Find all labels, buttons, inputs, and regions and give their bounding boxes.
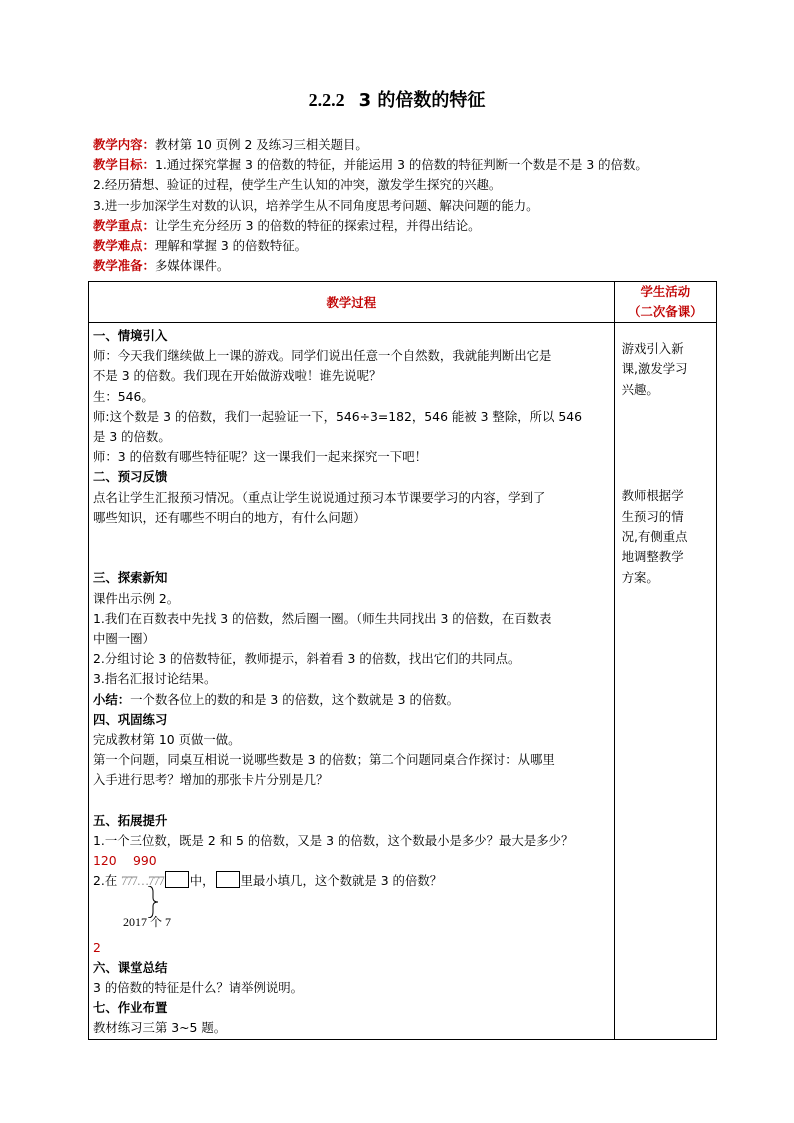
text-line: 课件出示例 2。	[93, 590, 180, 606]
page-title	[0, 86, 794, 112]
text-line: 第一个问题，同桌互相说一说哪些数是 3 的倍数；第二个问题同桌合作探讨：从哪里	[93, 752, 555, 768]
section-heading: 五、拓展提升	[93, 812, 168, 828]
text-line: 3 的倍数的特征是什么？请举例说明。	[93, 980, 304, 996]
lesson-table	[88, 281, 717, 1040]
text-line: 点名让学生汇报预习情况。（重点让学生说说通过预习本节课要学习的内容，学到了	[93, 489, 546, 505]
section-heading: 一、情境引入	[93, 328, 168, 343]
side-note-1: 游戏引入新 课,激发学习 兴趣。	[621, 341, 688, 397]
title-text: 3 的倍数的特征	[358, 90, 486, 111]
meta-goal-3: 3.进一步加深学生对数的认识，培养学生从不同角度思考问题、解决问题的能力。	[93, 197, 539, 213]
text-line: 3.指名汇报讨论结果。	[93, 671, 217, 687]
text-line: 1.我们在百数表中先找 3 的倍数，然后圈一圈。（师生共同找出 3 的倍数，在百数表	[93, 610, 552, 626]
side-note-2: 教师根据学 生预习的情 况,有侧重点 地调整教学 方案。	[621, 488, 688, 585]
question-line: 2.在 777…777 中， 里最小填几，这个数就是 3 的倍数？	[93, 873, 443, 889]
meta-difficulty: 教学难点：理解和掌握 3 的倍数特征。	[93, 238, 308, 254]
text-line: 师:这个数是 3 的倍数，我们一起验证一下，546÷3=182，546 能被 3 整除，所以 546	[93, 408, 582, 424]
text-line: 完成教材第 10 页做一做。	[93, 732, 241, 748]
student-activity	[614, 323, 716, 1040]
text-line: 入手进行思考？增加的那张卡片分别是几？	[93, 772, 329, 788]
summary-line: 小结：一个数各位上的数的和是 3 的倍数，这个数就是 3 的倍数。	[93, 691, 460, 707]
sevens: 777…777	[121, 874, 164, 889]
section-heading: 六、课堂总结	[93, 959, 168, 975]
blank-box	[216, 871, 240, 888]
section-heading: 二、预习反馈	[93, 469, 168, 485]
table-body-row	[89, 323, 717, 1040]
text-line: 教材练习三第 3~5 题。	[93, 1020, 227, 1036]
meta-content: 教学内容：教材第 10 页例 2 及练习三相关题目。	[93, 137, 368, 152]
table-header-row	[89, 282, 717, 323]
answer-line: 120 990	[93, 853, 157, 869]
section-heading: 四、巩固练习	[93, 711, 168, 727]
text-line: 生：546。	[93, 388, 154, 404]
header-process: 教学过程	[89, 282, 615, 323]
brace-annotation	[93, 892, 610, 938]
process-content	[89, 323, 615, 1040]
blank-box	[165, 871, 189, 888]
meta-goal-2: 2.经历猜想、验证的过程，使学生产生认知的冲突，激发学生探究的兴趣。	[93, 177, 502, 193]
text-line: 是 3 的倍数。	[93, 429, 171, 445]
text-line: 哪些知识，还有哪些不明白的地方，有什么问题）	[93, 509, 366, 525]
meta-key: 教学重点：让学生充分经历 3 的倍数的特征的探索过程，并得出结论。	[93, 217, 481, 233]
meta-prep: 教学准备：多媒体课件。	[93, 258, 230, 274]
text-line: 师：3 的倍数有哪些特征呢？这一课我们一起来探究一下吧！	[93, 449, 427, 465]
meta-goal: 教学目标：1.通过探究掌握 3 的倍数的特征，并能运用 3 的倍数的特征判断一个数是不是 3 的倍数。	[93, 157, 648, 173]
text-line: 中圈一圈）	[93, 631, 155, 647]
section-heading: 三、探索新知	[93, 570, 168, 586]
lesson-meta	[93, 135, 733, 276]
text-line: 不是 3 的倍数。我们现在开始做游戏啦！谁先说呢？	[93, 368, 382, 384]
text-line: 2.分组讨论 3 的倍数特征，教师提示，斜着看 3 的倍数，找出它们的共同点。	[93, 651, 521, 667]
title-number: 2.2.2	[308, 90, 345, 110]
section-heading: 七、作业布置	[93, 1000, 168, 1016]
text-line: 师：今天我们继续做上一课的游戏。同学们说出任意一个自然数，我就能判断出它是	[93, 348, 552, 364]
brace-label: 2017 个 7	[123, 914, 172, 929]
text-line: 1.一个三位数，既是 2 和 5 的倍数，又是 3 的倍数，这个数最小是多少？最大是多少？	[93, 833, 574, 849]
answer-line: 2	[93, 939, 101, 955]
header-student: 学生活动 （二次备课）	[614, 282, 716, 323]
